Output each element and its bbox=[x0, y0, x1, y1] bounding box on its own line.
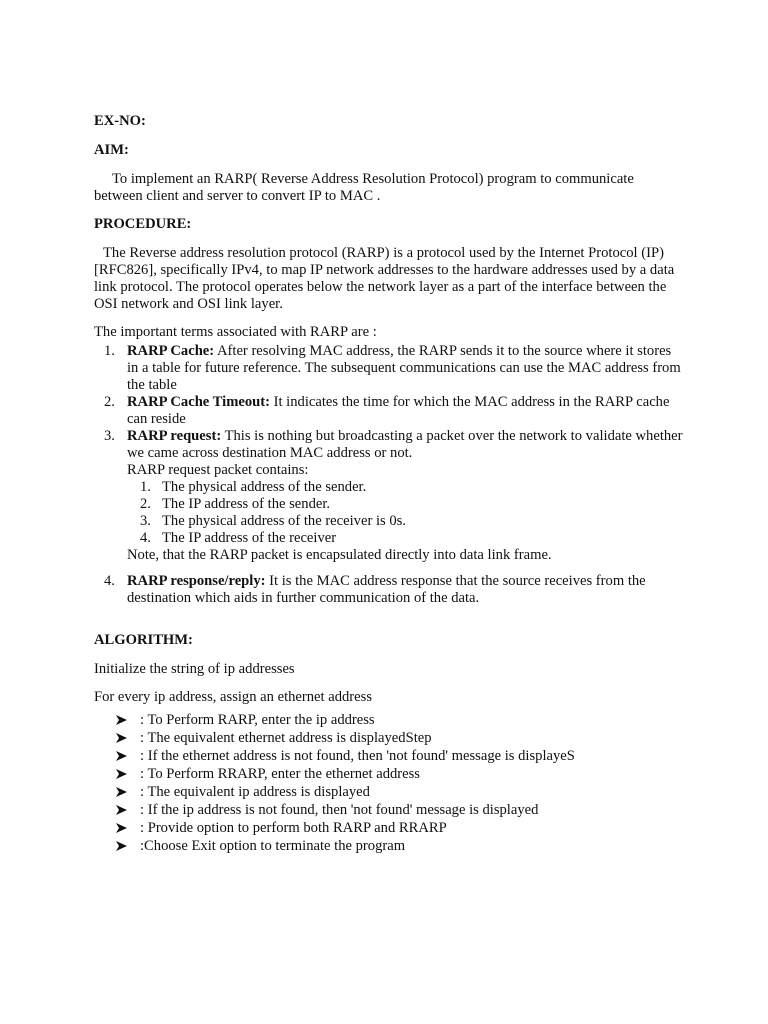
term-title: RARP response/reply: bbox=[127, 573, 266, 589]
request-packet-item bbox=[127, 513, 684, 530]
term-title: RARP Cache: bbox=[127, 343, 215, 359]
term-item bbox=[94, 394, 684, 428]
term-text: This is nothing but broadcasting a packet over the network to validate whether we came across destination MAC address or not. bbox=[127, 428, 683, 461]
algorithm-step bbox=[116, 711, 684, 729]
request-packet-text: The physical address of the receiver is 0s. bbox=[162, 513, 406, 529]
request-packet-number: 4. bbox=[140, 530, 151, 546]
request-packet-item bbox=[127, 496, 684, 513]
request-packet-text: The physical address of the sender. bbox=[162, 479, 367, 495]
term-number: 1. bbox=[104, 343, 115, 359]
arrow-bullet-icon bbox=[116, 715, 127, 725]
algorithm-step-text: : The equivalent ip address is displayed bbox=[140, 784, 370, 800]
request-packet-text: The IP address of the receiver bbox=[162, 530, 337, 546]
arrow-bullet-icon bbox=[116, 823, 127, 833]
request-note: Note, that the RARP packet is encapsulated directly into data link frame. bbox=[127, 547, 552, 563]
algorithm-step bbox=[116, 819, 684, 837]
request-packet-number: 1. bbox=[140, 479, 151, 495]
algorithm-line-2: For every ip address, assign an ethernet address bbox=[94, 689, 373, 705]
aim-heading: AIM: bbox=[94, 142, 129, 158]
term-number: 2. bbox=[104, 394, 115, 410]
algorithm-step-text: :Choose Exit option to terminate the program bbox=[140, 838, 406, 854]
terms-intro: The important terms associated with RARP are : bbox=[94, 324, 377, 340]
algorithm-step-text: : If the ethernet address is not found, then 'not found' message is displayeS bbox=[140, 748, 575, 764]
term-title: RARP Cache Timeout: bbox=[127, 394, 270, 410]
term-item bbox=[94, 573, 684, 607]
term-number: 4. bbox=[104, 573, 115, 589]
request-packet-number: 3. bbox=[140, 513, 151, 529]
request-packet-number: 2. bbox=[140, 496, 151, 512]
algorithm-step-text: : The equivalent ethernet address is displayedStep bbox=[140, 730, 432, 746]
arrow-bullet-icon bbox=[116, 805, 127, 815]
term-text: After resolving MAC address, the RARP sends it to the source where it stores in a table for future reference. The subsequent communications can use the MAC address from the table bbox=[127, 343, 681, 393]
algorithm-step bbox=[116, 747, 684, 765]
algorithm-steps bbox=[94, 711, 684, 855]
procedure-heading: PROCEDURE: bbox=[94, 216, 192, 232]
term-text: It indicates the time for which the MAC address in the RARP cache can reside bbox=[127, 394, 670, 427]
algorithm-step bbox=[116, 801, 684, 819]
arrow-bullet-icon bbox=[116, 769, 127, 779]
algorithm-step bbox=[116, 837, 684, 855]
arrow-bullet-icon bbox=[116, 841, 127, 851]
term-number: 3. bbox=[104, 428, 115, 444]
term-item bbox=[94, 428, 684, 564]
algorithm-line-1: Initialize the string of ip addresses bbox=[94, 661, 295, 677]
terms-list bbox=[94, 343, 684, 607]
term-title: RARP request: bbox=[127, 428, 222, 444]
arrow-bullet-icon bbox=[116, 733, 127, 743]
aim-text: To implement an RARP( Reverse Address Resolution Protocol) program to communicate between client and server to convert IP to MAC . bbox=[94, 171, 634, 204]
term-text: It is the MAC address response that the source receives from the destination which aids in further communication of the data. bbox=[127, 573, 646, 606]
algorithm-step bbox=[116, 729, 684, 747]
algorithm-heading: ALGORITHM: bbox=[94, 632, 193, 648]
algorithm-step-text: : If the ip address is not found, then 'not found' message is displayed bbox=[140, 802, 539, 818]
document-page bbox=[94, 113, 684, 855]
request-packet-text: The IP address of the sender. bbox=[162, 496, 331, 512]
request-packet-item bbox=[127, 479, 684, 496]
algorithm-step bbox=[116, 765, 684, 783]
request-packet-list bbox=[127, 479, 684, 547]
ex-no-heading: EX-NO: bbox=[94, 113, 146, 129]
term-item bbox=[94, 343, 684, 394]
algorithm-step bbox=[116, 783, 684, 801]
arrow-bullet-icon bbox=[116, 751, 127, 761]
request-packet-item bbox=[127, 530, 684, 547]
arrow-bullet-icon bbox=[116, 787, 127, 797]
procedure-text: The Reverse address resolution protocol (RARP) is a protocol used by the Internet Protocol (IP) [RFC826], specifically IPv4, to map IP network addresses to the hardware addresses used by a data link protocol. The protocol operates below the network layer as a part of the interface between the OSI network and OSI link layer. bbox=[94, 245, 675, 312]
algorithm-step-text: : To Perform RRARP, enter the ethernet address bbox=[140, 766, 420, 782]
algorithm-step-text: : To Perform RARP, enter the ip address bbox=[140, 712, 375, 728]
algorithm-step-text: : Provide option to perform both RARP and RRARP bbox=[140, 820, 447, 836]
request-packet-intro: RARP request packet contains: bbox=[127, 462, 309, 478]
